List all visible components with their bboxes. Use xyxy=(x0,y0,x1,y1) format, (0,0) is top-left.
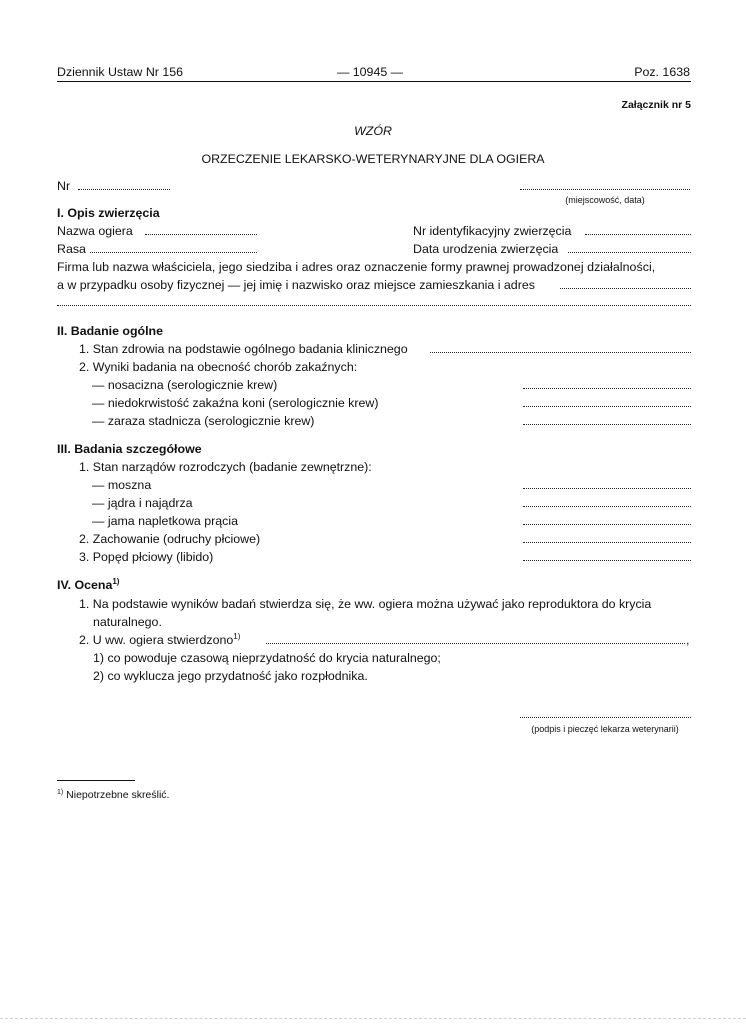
general-health-field[interactable] xyxy=(430,352,691,353)
section-1-heading: I. Opis zwierzęcia xyxy=(57,206,160,220)
section-3-heading: III. Badania szczegółowe xyxy=(57,442,202,456)
footnote-ref: 1) xyxy=(233,632,241,641)
scrotum-label: — moszna xyxy=(92,478,152,492)
place-date-caption: (miejscowość, data) xyxy=(565,195,645,205)
glanders-label: — nosacizna (serologicznie krew) xyxy=(92,378,278,392)
nr-field[interactable] xyxy=(78,189,170,190)
libido-field[interactable] xyxy=(523,560,691,561)
section-4-heading xyxy=(57,577,119,593)
owner-info-line2: a w przypadku osoby fizycznej — jej imię i nazwisko oraz miejsce zamieszkania i adres xyxy=(57,278,535,292)
footnote xyxy=(57,788,169,802)
signature-field[interactable] xyxy=(520,717,691,718)
testes-label: — jądra i najądrza xyxy=(92,496,193,510)
general-health-label: 1. Stan zdrowia na podstawie ogólnego badania klinicznego xyxy=(79,342,408,356)
scan-edge-artifact xyxy=(0,1018,746,1019)
testes-field[interactable] xyxy=(523,506,691,507)
id-number-label: Nr identyfikacyjny zwierzęcia xyxy=(413,224,572,238)
glanders-field[interactable] xyxy=(523,388,691,389)
findings-label-text: 2. U ww. ogiera stwierdzono xyxy=(79,633,234,647)
owner-info-line1: Firma lub nazwa właściciela, jego siedziba i adres oraz oznaczenie formy prawnej prowadzonej działalności, xyxy=(57,260,656,274)
annex-label: Załącznik nr 5 xyxy=(621,99,691,111)
footnote-ref: 1) xyxy=(112,577,120,586)
libido-label: 3. Popęd płciowy (libido) xyxy=(79,550,214,564)
template-label: WZÓR xyxy=(354,124,392,138)
journal-title: Dziennik Ustaw Nr 156 xyxy=(57,65,184,79)
dourine-label: — zaraza stadnicza (serologicznie krew) xyxy=(92,414,315,428)
stallion-name-field[interactable] xyxy=(145,234,257,235)
owner-info-field[interactable] xyxy=(560,288,691,289)
reproductive-organs-label: 1. Stan narządów rozrodczych (badanie zewnętrzne): xyxy=(79,460,372,474)
sexual-reflexes-field[interactable] xyxy=(523,542,691,543)
page-number: — 10945 — xyxy=(336,65,404,79)
section-4-heading-text: IV. Ocena xyxy=(57,578,113,592)
prepuce-field[interactable] xyxy=(523,524,691,525)
infectious-anemia-label: — niedokrwistość zakaźna koni (serologicznie krew) xyxy=(92,396,379,410)
birth-date-field[interactable] xyxy=(568,252,691,253)
breed-label: Rasa xyxy=(57,242,86,256)
findings-field[interactable] xyxy=(266,643,685,644)
id-number-field[interactable] xyxy=(585,234,691,235)
nr-label: Nr xyxy=(57,179,71,193)
infectious-anemia-field[interactable] xyxy=(523,406,691,407)
footnote-marker: 1) xyxy=(57,789,64,796)
birth-date-label: Data urodzenia zwierzęcia xyxy=(413,242,559,256)
footnote-rule xyxy=(57,780,135,781)
section-2-heading: II. Badanie ogólne xyxy=(57,324,164,338)
infectious-tests-label: 2. Wyniki badania na obecność chorób zakaźnych: xyxy=(79,360,358,374)
assessment-statement-line1: 1. Na podstawie wyników badań stwierdza się, że ww. ogiera można używać jako reproduktora do krycia xyxy=(79,597,652,611)
option-excluded[interactable]: 2) co wyklucza jego przydatność jako rozpłodnika. xyxy=(93,669,368,683)
signature-caption: (podpis i pieczęć lekarza weterynarii) xyxy=(531,724,679,734)
breed-field[interactable] xyxy=(90,252,257,253)
dourine-field[interactable] xyxy=(523,424,691,425)
header-rule xyxy=(57,81,691,82)
footnote-text: Niepotrzebne skreślić. xyxy=(66,789,170,801)
prepuce-label: — jama napletkowa prącia xyxy=(92,514,239,528)
stallion-name-label: Nazwa ogiera xyxy=(57,224,133,238)
findings-comma: , xyxy=(686,633,690,647)
place-date-field[interactable] xyxy=(520,189,690,190)
position-number: Poz. 1638 xyxy=(634,65,690,79)
owner-info-field-continued[interactable] xyxy=(57,305,691,306)
scrotum-field[interactable] xyxy=(523,488,691,489)
findings-label xyxy=(79,632,240,648)
assessment-statement-line2: naturalnego. xyxy=(93,615,162,629)
sexual-reflexes-label: 2. Zachowanie (odruchy płciowe) xyxy=(79,532,261,546)
document-title: ORZECZENIE LEKARSKO-WETERYNARYJNE DLA OGIERA xyxy=(201,152,545,166)
option-temporary-unfitness[interactable]: 1) co powoduje czasową nieprzydatność do krycia naturalnego; xyxy=(93,651,441,665)
